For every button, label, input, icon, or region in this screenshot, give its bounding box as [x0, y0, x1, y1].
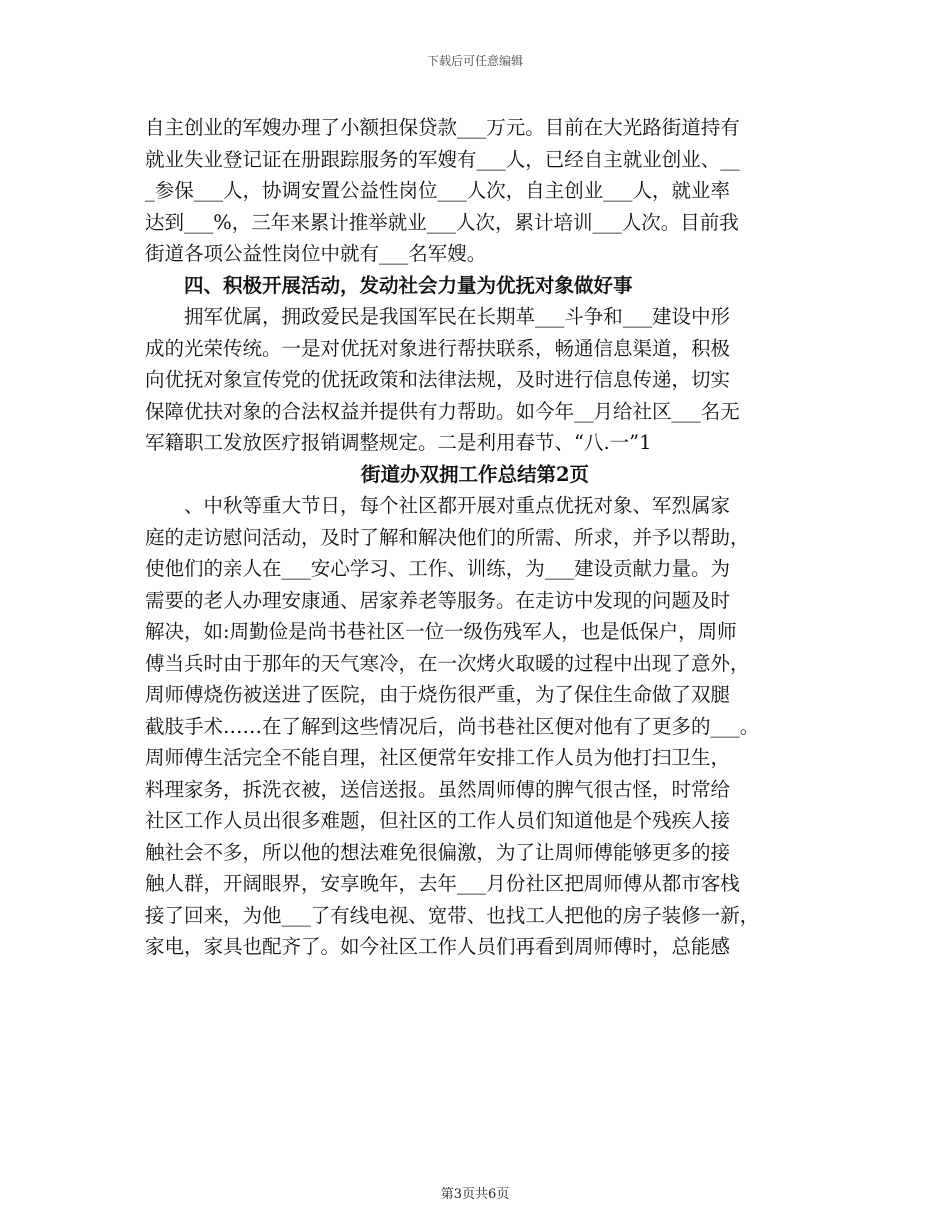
body-line: 保障优扶对象的合法权益并提供有力帮助。如今年__月给社区___名无 [145, 399, 740, 423]
body-line: 周师傅烧伤被送进了医院，由于烧伤很严重，为了保住生命做了双腿 [145, 683, 731, 706]
document-body [145, 112, 805, 963]
body-line: 接了回来，为他___了有线电视、宽带、也找工人把他的房子装修一新， [145, 903, 760, 927]
body-line: 家电，家具也配齐了。如今社区工作人员们再看到周师傅时，总能感 [145, 935, 731, 958]
page-header-note: 下载后可任意编辑 [426, 54, 523, 68]
body-line: 触人群，开阔眼界，安享晚年，去年___月份社区把周师傅从都市客栈 [145, 872, 740, 895]
body-line: 就业失业登记证在册跟踪服务的军嫂有___人，已经自主就业创业、__ [145, 147, 740, 171]
body-line: 成的光荣传统。一是对优抚对象进行帮扶联系，畅通信息渠道，积极 [145, 336, 731, 360]
body-line: 截肢手术……在了解到这些情况后，尚书巷社区便对他有了更多的___。 [145, 714, 760, 738]
body-line: 周师傅生活完全不能自理，社区便常年安排工作人员为他打扫卫生， [145, 746, 731, 769]
paragraph-first-line: 、中秋等重大节日，每个社区都开展对重点优抚对象、军烈属家 [184, 494, 731, 517]
section-heading: 四、积极开展活动，发动社会力量为优抚对象做好事 [184, 273, 633, 297]
body-line: 料理家务，拆洗衣被，送信送报。虽然周师傅的脾气很古怪，时常给 [145, 777, 731, 801]
body-line: 触社会不多，所以他的想法难免很偏激，为了让周师傅能够更多的接 [145, 840, 731, 864]
body-line: 傅当兵时由于那年的天气寒冷，在一次烤火取暖的过程中出现了意外， [145, 651, 750, 675]
body-line: 达到___%，三年来累计推举就业___人次，累计培训___人次。目前我 [145, 210, 739, 234]
body-line: 向优抚对象宣传党的优抚政策和法律法规，及时进行信息传递，切实 [145, 368, 731, 391]
body-line: 需要的老人办理安康通、居家养老等服务。在走访中发现的问题及时 [145, 588, 731, 612]
body-line: 街道各项公益性岗位中就有___名军嫂。 [145, 242, 487, 265]
body-line: 使他们的亲人在___安心学习、工作、训练，为___建设贡献力量。为 [145, 557, 731, 580]
body-line: 自主创业的军嫂办理了小额担保贷款___万元。目前在大光路街道持有 [145, 116, 740, 139]
page-number-footer: 第3页共6页 [440, 1187, 510, 1202]
body-line: 社区工作人员出很多难题，但社区的工作人员们知道他是个残疾人接 [145, 809, 731, 832]
body-line: 解决，如:周勤俭是尚书巷社区一位一级伤残军人，也是低保户，周师 [145, 620, 737, 643]
page-continuation-title: 街道办双拥工作总结第2页 [360, 462, 590, 486]
body-line: 庭的走访慰问活动，及时了解和解决他们的所需、所求，并予以帮助， [145, 525, 750, 549]
body-line: 军籍职工发放医疗报销调整规定。二是利用春节、“八.一”1 [145, 431, 652, 454]
body-line: _参保___人，协调安置公益性岗位___人次，自主创业___人，就业率 [145, 179, 731, 202]
paragraph-first-line: 拥军优属，拥政爱民是我国军民在长期革___斗争和___建设中形 [184, 305, 731, 328]
